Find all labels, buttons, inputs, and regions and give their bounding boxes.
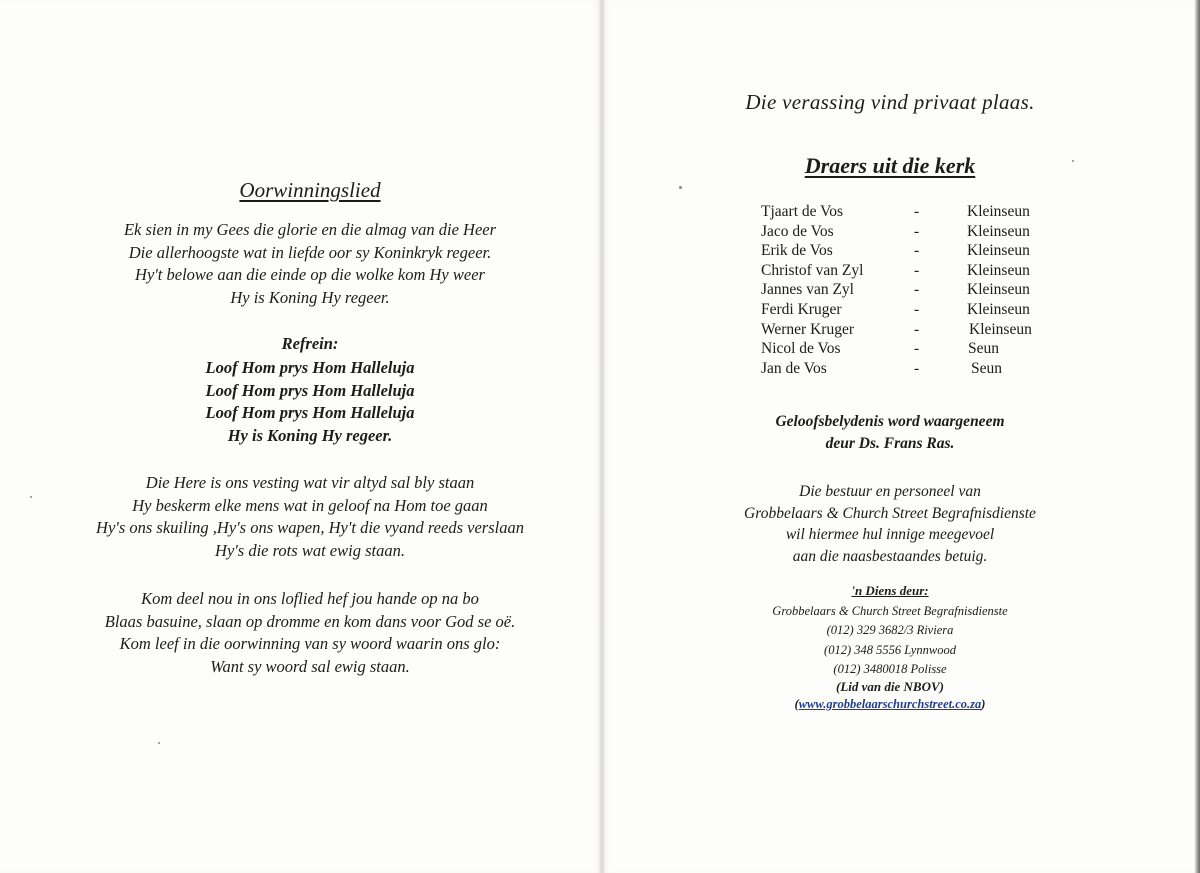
- condolence-message: [640, 481, 1140, 567]
- verse-2: [40, 472, 580, 562]
- verse-line: Hy beskerm elke mens wat in geloof na Hom toe gaan: [132, 495, 488, 515]
- service-label: 'n Diens deur:: [851, 583, 929, 598]
- bearer-name: Christof van Zyl: [761, 261, 864, 279]
- bearer-row: [761, 280, 1061, 300]
- refrain-line: Hy is Koning Hy regeer.: [227, 425, 393, 445]
- bearer-name: Tjaart de Vos: [761, 203, 844, 220]
- refrain: [40, 357, 580, 447]
- bearer-relation: Seun: [968, 340, 999, 358]
- bearers-list: [761, 202, 1061, 378]
- bearer-dash: -: [914, 320, 920, 338]
- bearer-relation: Seun: [971, 359, 1002, 377]
- bearer-relation: Kleinseun: [967, 203, 1030, 220]
- bearer-relation: Kleinseun: [967, 242, 1030, 260]
- paper-speck: [158, 742, 160, 744]
- bearer-row: [761, 202, 1061, 222]
- contact-line: (012) 3480018 Polisse: [833, 662, 947, 677]
- verse-line: Hy't belowe aan die einde op die wolke kom Hy weer: [135, 265, 485, 285]
- bearer-name: Jaco de Vos: [761, 222, 834, 240]
- verse-3: [40, 588, 580, 678]
- verse-line: Hy's ons skuiling ,Hy's ons wapen, Hy't die vyand reeds verslaan: [96, 518, 524, 538]
- condolence-line: aan die naasbestaandes betuig.: [792, 547, 988, 565]
- bearer-dash: -: [914, 222, 920, 240]
- website-paren-close: ): [981, 697, 986, 711]
- bearer-row: [761, 261, 1061, 281]
- center-fold: [599, 0, 605, 873]
- creed-notice: [640, 411, 1140, 455]
- paper-speck: [1072, 160, 1074, 162]
- bearer-relation: Kleinseun: [969, 320, 1032, 338]
- bearer-relation: Kleinseun: [967, 300, 1030, 318]
- bearer-dash: -: [914, 242, 920, 260]
- verse-line: Ek sien in my Gees die glorie en die almag van die Heer: [123, 220, 497, 239]
- contact-details: [640, 602, 1140, 680]
- contact-line: Grobbelaars & Church Street Begrafnisdienste: [772, 604, 1008, 618]
- paper-speck: [30, 496, 32, 498]
- verse-line: Kom leef in die oorwinning van sy woord waarin ons glo:: [119, 634, 501, 654]
- bearer-dash: -: [914, 261, 920, 279]
- verse-line: Want sy woord sal ewig staan.: [210, 656, 410, 676]
- verse-line: Die allerhoogste wat in liefde oor sy Koninkryk regeer.: [128, 242, 492, 262]
- bearer-row: [761, 339, 1061, 359]
- verse-line: Hy is Koning Hy regeer.: [230, 287, 390, 307]
- bearer-row: [761, 359, 1061, 379]
- bearer-name: Erik de Vos: [761, 242, 833, 260]
- condolence-line: wil hiermee hul innige meegevoel: [785, 526, 995, 544]
- website-line: [640, 697, 1140, 712]
- bearer-name: Jan de Vos: [761, 359, 827, 377]
- bearer-row: [761, 320, 1061, 340]
- bearer-name: Jannes van Zyl: [761, 281, 854, 299]
- bearer-dash: -: [914, 281, 920, 299]
- cremation-notice: Die verassing vind privaat plaas.: [745, 90, 1035, 114]
- membership-note: (Lid van die NBOV): [836, 679, 944, 694]
- website-link[interactable]: www.grobbelaarschurchstreet.co.za: [798, 697, 982, 711]
- verse-line: Blaas basuine, slaan op dromme en kom dans voor God se oë.: [104, 611, 516, 631]
- bearer-dash: -: [914, 300, 920, 318]
- refrain-line: Loof Hom prys Hom Halleluja: [205, 380, 415, 400]
- bearer-row: [761, 222, 1061, 242]
- bearer-name: Nicol de Vos: [761, 340, 841, 358]
- verse-line: Kom deel nou in ons loflied hef jou hande op na bo: [141, 589, 479, 608]
- paper-speck: [679, 186, 682, 189]
- refrain-line: Loof Hom prys Hom Halleluja: [205, 403, 415, 423]
- verse-1: [40, 219, 580, 309]
- bearer-name: Werner Kruger: [761, 320, 854, 338]
- bearer-row: [761, 300, 1061, 320]
- verse-line: Die Here is ons vesting wat vir altyd sal bly staan: [145, 473, 475, 492]
- bearer-row: [761, 241, 1061, 261]
- bearer-name: Ferdi Kruger: [761, 300, 842, 318]
- creed-line: Geloofsbelydenis word waargeneem: [775, 413, 1005, 430]
- condolence-line: Grobbelaars & Church Street Begrafnisdienste: [744, 504, 1036, 522]
- website-paren-open: (: [794, 697, 799, 711]
- verse-line: Hy's die rots wat ewig staan.: [215, 540, 405, 560]
- song-title: Oorwinningslied: [239, 178, 381, 202]
- bearer-relation: Kleinseun: [967, 222, 1030, 240]
- bearers-title: Draers uit die kerk: [804, 153, 976, 178]
- bearer-relation: Kleinseun: [967, 261, 1030, 279]
- refrain-line: Loof Hom prys Hom Halleluja: [205, 358, 415, 377]
- refrain-label: Refrein:: [281, 334, 339, 353]
- contact-line: (012) 329 3682/3 Riviera: [826, 623, 954, 638]
- creed-line: deur Ds. Frans Ras.: [825, 435, 955, 452]
- bearer-dash: -: [914, 203, 920, 220]
- condolence-line: Die bestuur en personeel van: [799, 483, 981, 500]
- bearer-dash: -: [914, 340, 920, 358]
- contact-line: (012) 348 5556 Lynnwood: [824, 642, 956, 657]
- page-edge: [1194, 0, 1200, 873]
- bearer-dash: -: [914, 359, 920, 377]
- bearer-relation: Kleinseun: [967, 281, 1030, 299]
